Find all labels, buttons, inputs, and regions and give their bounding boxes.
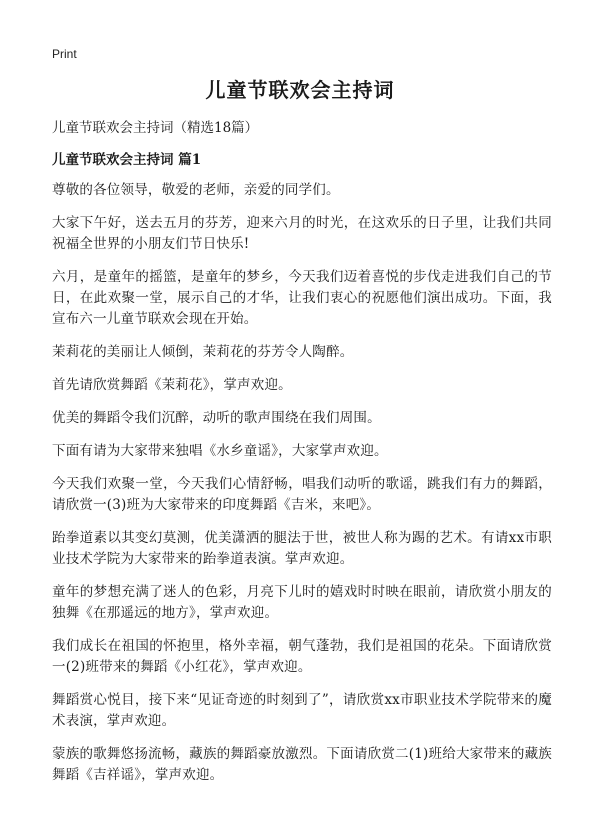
paragraph: 六月，是童年的摇篮，是童年的梦乡，今天我们迈着喜悦的步伐走进我们自己的节日，在此欢聚一堂，展示自己的才华，让我们衷心的祝愿他们演出成功。下面，我宣布六一儿童节联欢会现在开始。 xyxy=(52,269,552,327)
print-link[interactable]: Print xyxy=(52,47,77,61)
paragraph: 我们成长在祖国的怀抱里，格外幸福，朝气蓬勃，我们是祖国的花朵。下面请欣赏一(2)班带来的舞蹈《小红花》，掌声欢迎。 xyxy=(52,638,552,675)
paragraph: 茉莉花的美丽让人倾倒，茉莉花的芬芳令人陶醉。 xyxy=(52,344,354,360)
section-heading: 儿童节联欢会主持词 篇1 xyxy=(52,152,202,168)
page-title: 儿童节联欢会主持词 xyxy=(205,78,395,102)
paragraph: 跆拳道素以其变幻莫测，优美潇洒的腿法于世，被世人称为踢的艺术。有请xx市职业技术学院为大家带来的跆拳道表演。掌声欢迎。 xyxy=(52,530,552,567)
paragraph: 首先请欣赏舞蹈《茉莉花》，掌声欢迎。 xyxy=(52,377,292,393)
document-body xyxy=(52,118,552,798)
paragraph: 下面有请为大家带来独唱《水乡童谣》，大家掌声欢迎。 xyxy=(52,443,388,459)
document-subtitle: 儿童节联欢会主持词（精选18篇） xyxy=(52,120,259,136)
paragraph: 大家下午好，送去五月的芬芳，迎来六月的时光，在这欢乐的日子里，让我们共同祝福全世界的小朋友们节日快乐! xyxy=(52,215,552,252)
paragraph: 优美的舞蹈令我们沉醉，动听的歌声围绕在我们周围。 xyxy=(52,410,381,426)
paragraph: 舞蹈赏心悦目，接下来“见证奇迹的时刻到了”，请欣赏xx市职业技术学院带来的魔术表演，掌声欢迎。 xyxy=(52,692,552,729)
paragraph: 今天我们欢聚一堂，今天我们心情舒畅，唱我们动听的歌谣，跳我们有力的舞蹈，请欣赏一(3)班为大家带来的印度舞蹈《吉米，来吧》。 xyxy=(52,476,552,513)
paragraph: 童年的梦想充满了迷人的色彩，月亮下儿时的嬉戏时时映在眼前，请欣赏小朋友的独舞《在那遥远的地方》，掌声欢迎。 xyxy=(52,584,552,621)
paragraph: 尊敬的各位领导，敬爱的老师，亲爱的同学们。 xyxy=(52,182,340,198)
paragraph: 蒙族的歌舞悠扬流畅，藏族的舞蹈豪放激烈。下面请欣赏二(1)班给大家带来的藏族舞蹈《吉祥谣》，掌声欢迎。 xyxy=(52,746,552,783)
